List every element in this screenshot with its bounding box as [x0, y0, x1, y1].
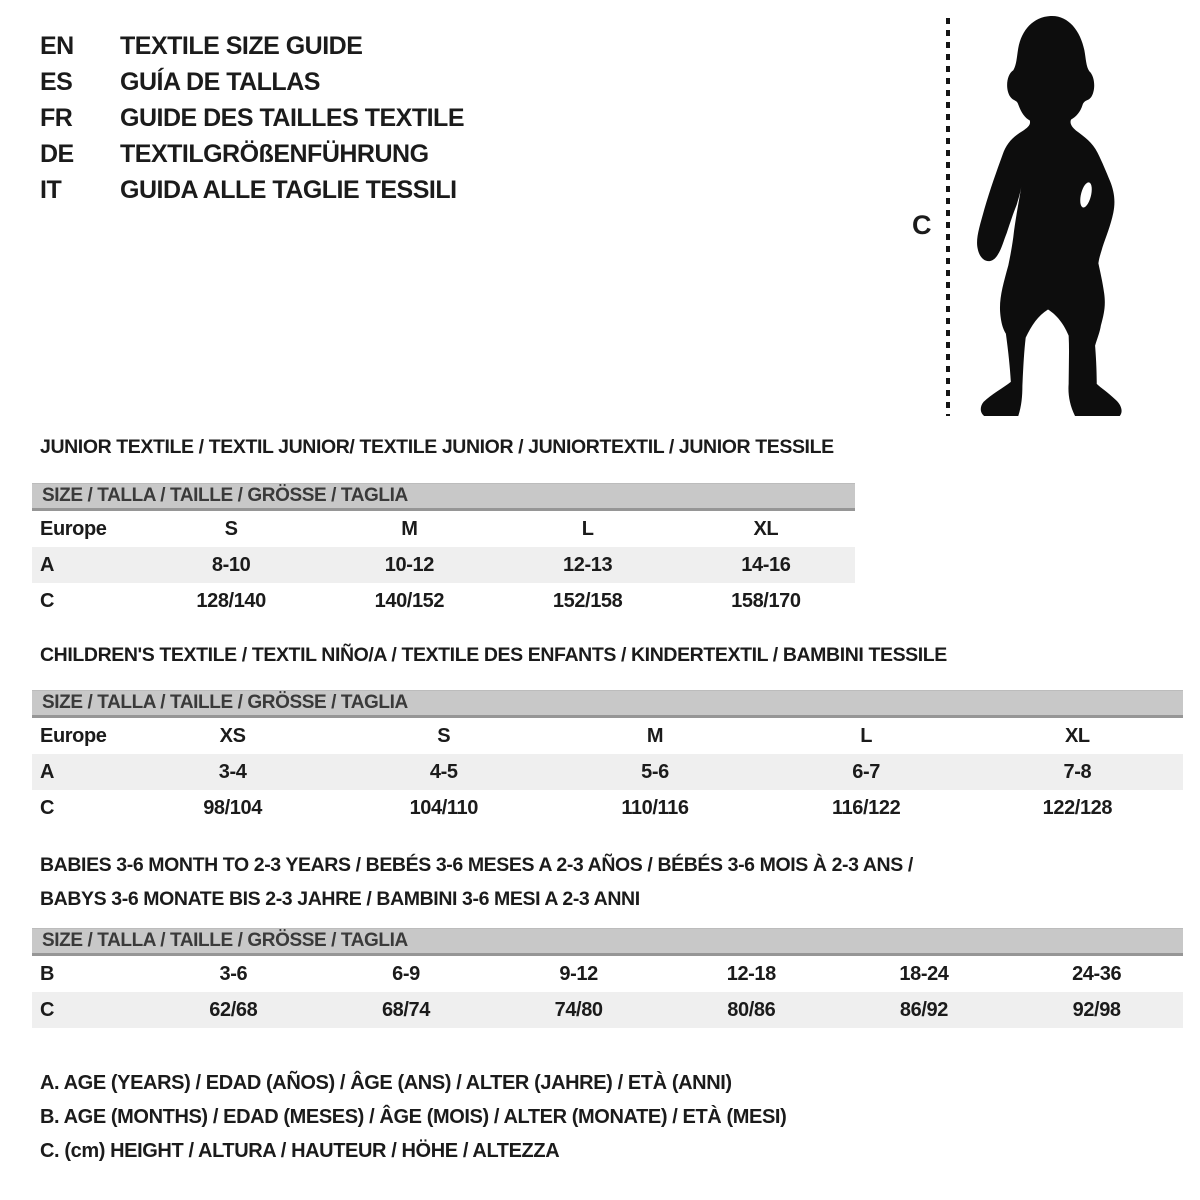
size-header-band: SIZE / TALLA / TAILLE / GRÖSSE / TAGLIA	[32, 690, 1183, 718]
height-dimension-label: C	[912, 210, 932, 240]
table-row-height	[32, 992, 1183, 1028]
size-cell: 92/98	[1072, 998, 1121, 1021]
size-cell: 24-36	[1072, 962, 1122, 985]
legend-line-a: A. AGE (YEARS) / EDAD (AÑOS) / ÂGE (ANS) / ALTER (JAHRE) / ETÀ (ANNI)	[40, 1072, 732, 1094]
size-cell: 152/158	[552, 589, 623, 612]
language-code: DE	[40, 139, 74, 168]
section-junior-textile	[32, 434, 855, 619]
height-dashed-line	[946, 18, 950, 416]
row-label-cell: C	[40, 589, 55, 612]
language-title: TEXTILGRÖßENFÜHRUNG	[120, 139, 429, 168]
table-row-age-months	[32, 956, 1183, 992]
size-cell: 128/140	[196, 589, 266, 612]
language-code: IT	[40, 175, 62, 204]
language-title: GUÍA DE TALLAS	[120, 67, 320, 96]
size-cell: 4-5	[429, 760, 458, 783]
size-cell: 158/170	[731, 589, 801, 612]
language-row-it	[40, 172, 464, 208]
size-cell: M	[646, 724, 664, 747]
size-cell: L	[860, 724, 873, 747]
size-cell: S	[437, 724, 451, 747]
row-label-cell: C	[40, 998, 55, 1021]
table-row-europe	[32, 718, 1183, 754]
row-label-cell: Europe	[40, 517, 107, 540]
language-row-fr	[40, 100, 464, 136]
size-cell: 14-16	[741, 553, 791, 576]
section-title: CHILDREN'S TEXTILE / TEXTIL NIÑO/A / TEXTILE DES ENFANTS / KINDERTEXTIL / BAMBINI TESSILE	[40, 644, 947, 666]
size-cell: 68/74	[381, 998, 431, 1021]
toddler-silhouette-icon	[972, 14, 1162, 416]
row-label-cell: A	[40, 553, 55, 576]
language-title: GUIDE DES TAILLES TEXTILE	[120, 103, 465, 132]
size-cell: XS	[219, 724, 246, 747]
row-label-cell: Europe	[40, 724, 107, 747]
babies-size-table	[32, 956, 1183, 1028]
language-code: ES	[40, 67, 73, 96]
language-title: TEXTILE SIZE GUIDE	[120, 31, 363, 60]
size-cell: 116/122	[831, 796, 901, 819]
section-title	[32, 848, 1183, 916]
size-cell: 86/92	[899, 998, 948, 1021]
legend-line-b: B. AGE (MONTHS) / EDAD (MESES) / ÂGE (MOIS) / ALTER (MONATE) / ETÀ (MESI)	[40, 1106, 787, 1128]
table-row-age	[32, 547, 855, 583]
language-code: EN	[40, 31, 74, 60]
language-row-en	[40, 28, 464, 64]
table-row-height	[32, 790, 1183, 826]
section-title: JUNIOR TEXTILE / TEXTIL JUNIOR/ TEXTILE JUNIOR / JUNIORTEXTIL / JUNIOR TESSILE	[40, 436, 834, 458]
size-cell: 122/128	[1042, 796, 1113, 819]
size-cell: 7-8	[1063, 760, 1092, 783]
size-cell: 10-12	[384, 553, 434, 576]
size-cell: 3-4	[218, 760, 247, 783]
size-cell: M	[401, 517, 418, 540]
language-title-list	[40, 28, 464, 208]
row-label-cell: B	[40, 962, 55, 985]
size-cell: XL	[1064, 724, 1090, 747]
size-cell: 6-7	[852, 760, 881, 783]
section-title-line2: BABYS 3-6 MONATE BIS 2-3 JAHRE / BAMBINI 3-6 MESI A 2-3 ANNI	[40, 888, 640, 910]
section-babies-textile	[32, 848, 1183, 1028]
size-cell: 12-18	[726, 962, 776, 985]
size-cell: XL	[753, 517, 779, 540]
size-cell: S	[224, 517, 238, 540]
size-cell: 62/68	[209, 998, 258, 1021]
size-cell: 8-10	[211, 553, 251, 576]
children-size-table	[32, 718, 1183, 826]
size-cell: 104/110	[409, 796, 478, 819]
size-cell: 98/104	[203, 796, 262, 819]
size-cell: 110/116	[621, 796, 689, 819]
table-row-age	[32, 754, 1183, 790]
row-label-cell: C	[40, 796, 55, 819]
size-cell: L	[581, 517, 594, 540]
size-header-band: SIZE / TALLA / TAILLE / GRÖSSE / TAGLIA	[32, 928, 1183, 956]
row-label-cell: A	[40, 760, 55, 783]
size-cell: 9-12	[559, 962, 598, 985]
size-cell: 3-6	[219, 962, 248, 985]
size-cell: 18-24	[899, 962, 949, 985]
language-row-es	[40, 64, 464, 100]
section-childrens-textile	[32, 642, 1183, 826]
size-header-band: SIZE / TALLA / TAILLE / GRÖSSE / TAGLIA	[32, 483, 855, 511]
section-title-line1: BABIES 3-6 MONTH TO 2-3 YEARS / BEBÉS 3-6 MESES A 2-3 AÑOS / BÉBÉS 3-6 MOIS À 2-3 ANS /	[40, 854, 913, 876]
size-cell: 6-9	[392, 962, 420, 985]
size-cell: 12-13	[563, 553, 613, 576]
language-title: GUIDA ALLE TAGLIE TESSILI	[120, 175, 457, 204]
size-cell: 74/80	[554, 998, 603, 1021]
junior-size-table	[32, 511, 855, 619]
measurement-legend	[40, 1066, 786, 1168]
table-row-europe	[32, 511, 855, 547]
table-row-height	[32, 583, 855, 619]
size-cell: 80/86	[727, 998, 776, 1021]
language-code: FR	[40, 103, 73, 132]
language-row-de	[40, 136, 464, 172]
legend-line-c: C. (cm) HEIGHT / ALTURA / HAUTEUR / HÖHE / ALTEZZA	[40, 1140, 560, 1162]
size-cell: 140/152	[374, 589, 445, 612]
size-cell: 5-6	[641, 760, 669, 783]
